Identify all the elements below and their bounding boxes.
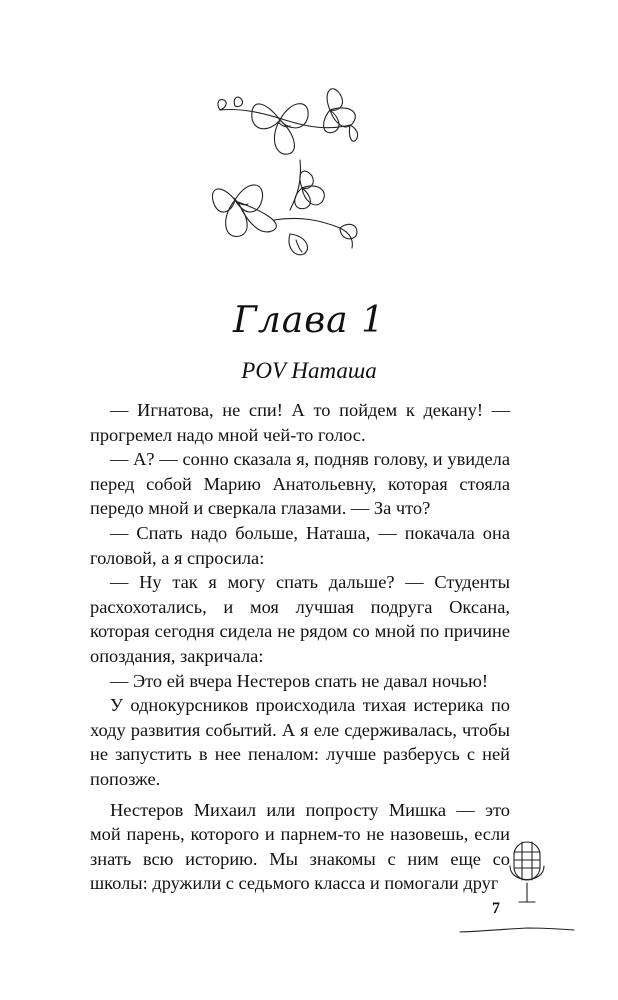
orchid-branch-icon [190, 70, 370, 270]
paragraph: — Спать надо больше, Наташа, — покачала она головой, а я спросила: [90, 522, 510, 568]
page-number: 7 [492, 900, 500, 917]
paragraph: — Ну так я могу спать дальше? — Студенты расхохотались, и моя лучшая подруга Оксана, которая сегодня сидела не рядом со мной по причине опоздания, закричала: [90, 572, 510, 666]
pov-subtitle: POV Наташа [241, 358, 377, 383]
paragraph: У однокурсников происходила тихая истерика по ходу развития событий. А я еле сдерживалась, чтобы не запустить в нее пеналом: лучше разберусь с ней попозже. [90, 695, 510, 789]
paragraph: Нестеров Михаил или попросту Мишка — это мой парень, которого и парнем-то не назовешь, если знать всю историю. Мы знакомы с ним еще со школы: дружили с седьмого класса и помогали друг [90, 799, 510, 894]
paragraph: — Это ей вчера Нестеров спать не давал ночью! [110, 670, 489, 691]
paragraph: — Игнатова, не спи! А то пойдем к декану! — прогремел надо мной чей-то голос. [90, 400, 510, 445]
paragraph: — А? — сонно сказала я, подняв голову, и увидела перед собой Марию Анатольевну, которая стояла передо мной и сверкала глазами. — За что? [90, 449, 510, 519]
microphone-icon [456, 836, 576, 936]
body-text [90, 398, 510, 896]
chapter-title: Глава 1 [233, 300, 385, 341]
